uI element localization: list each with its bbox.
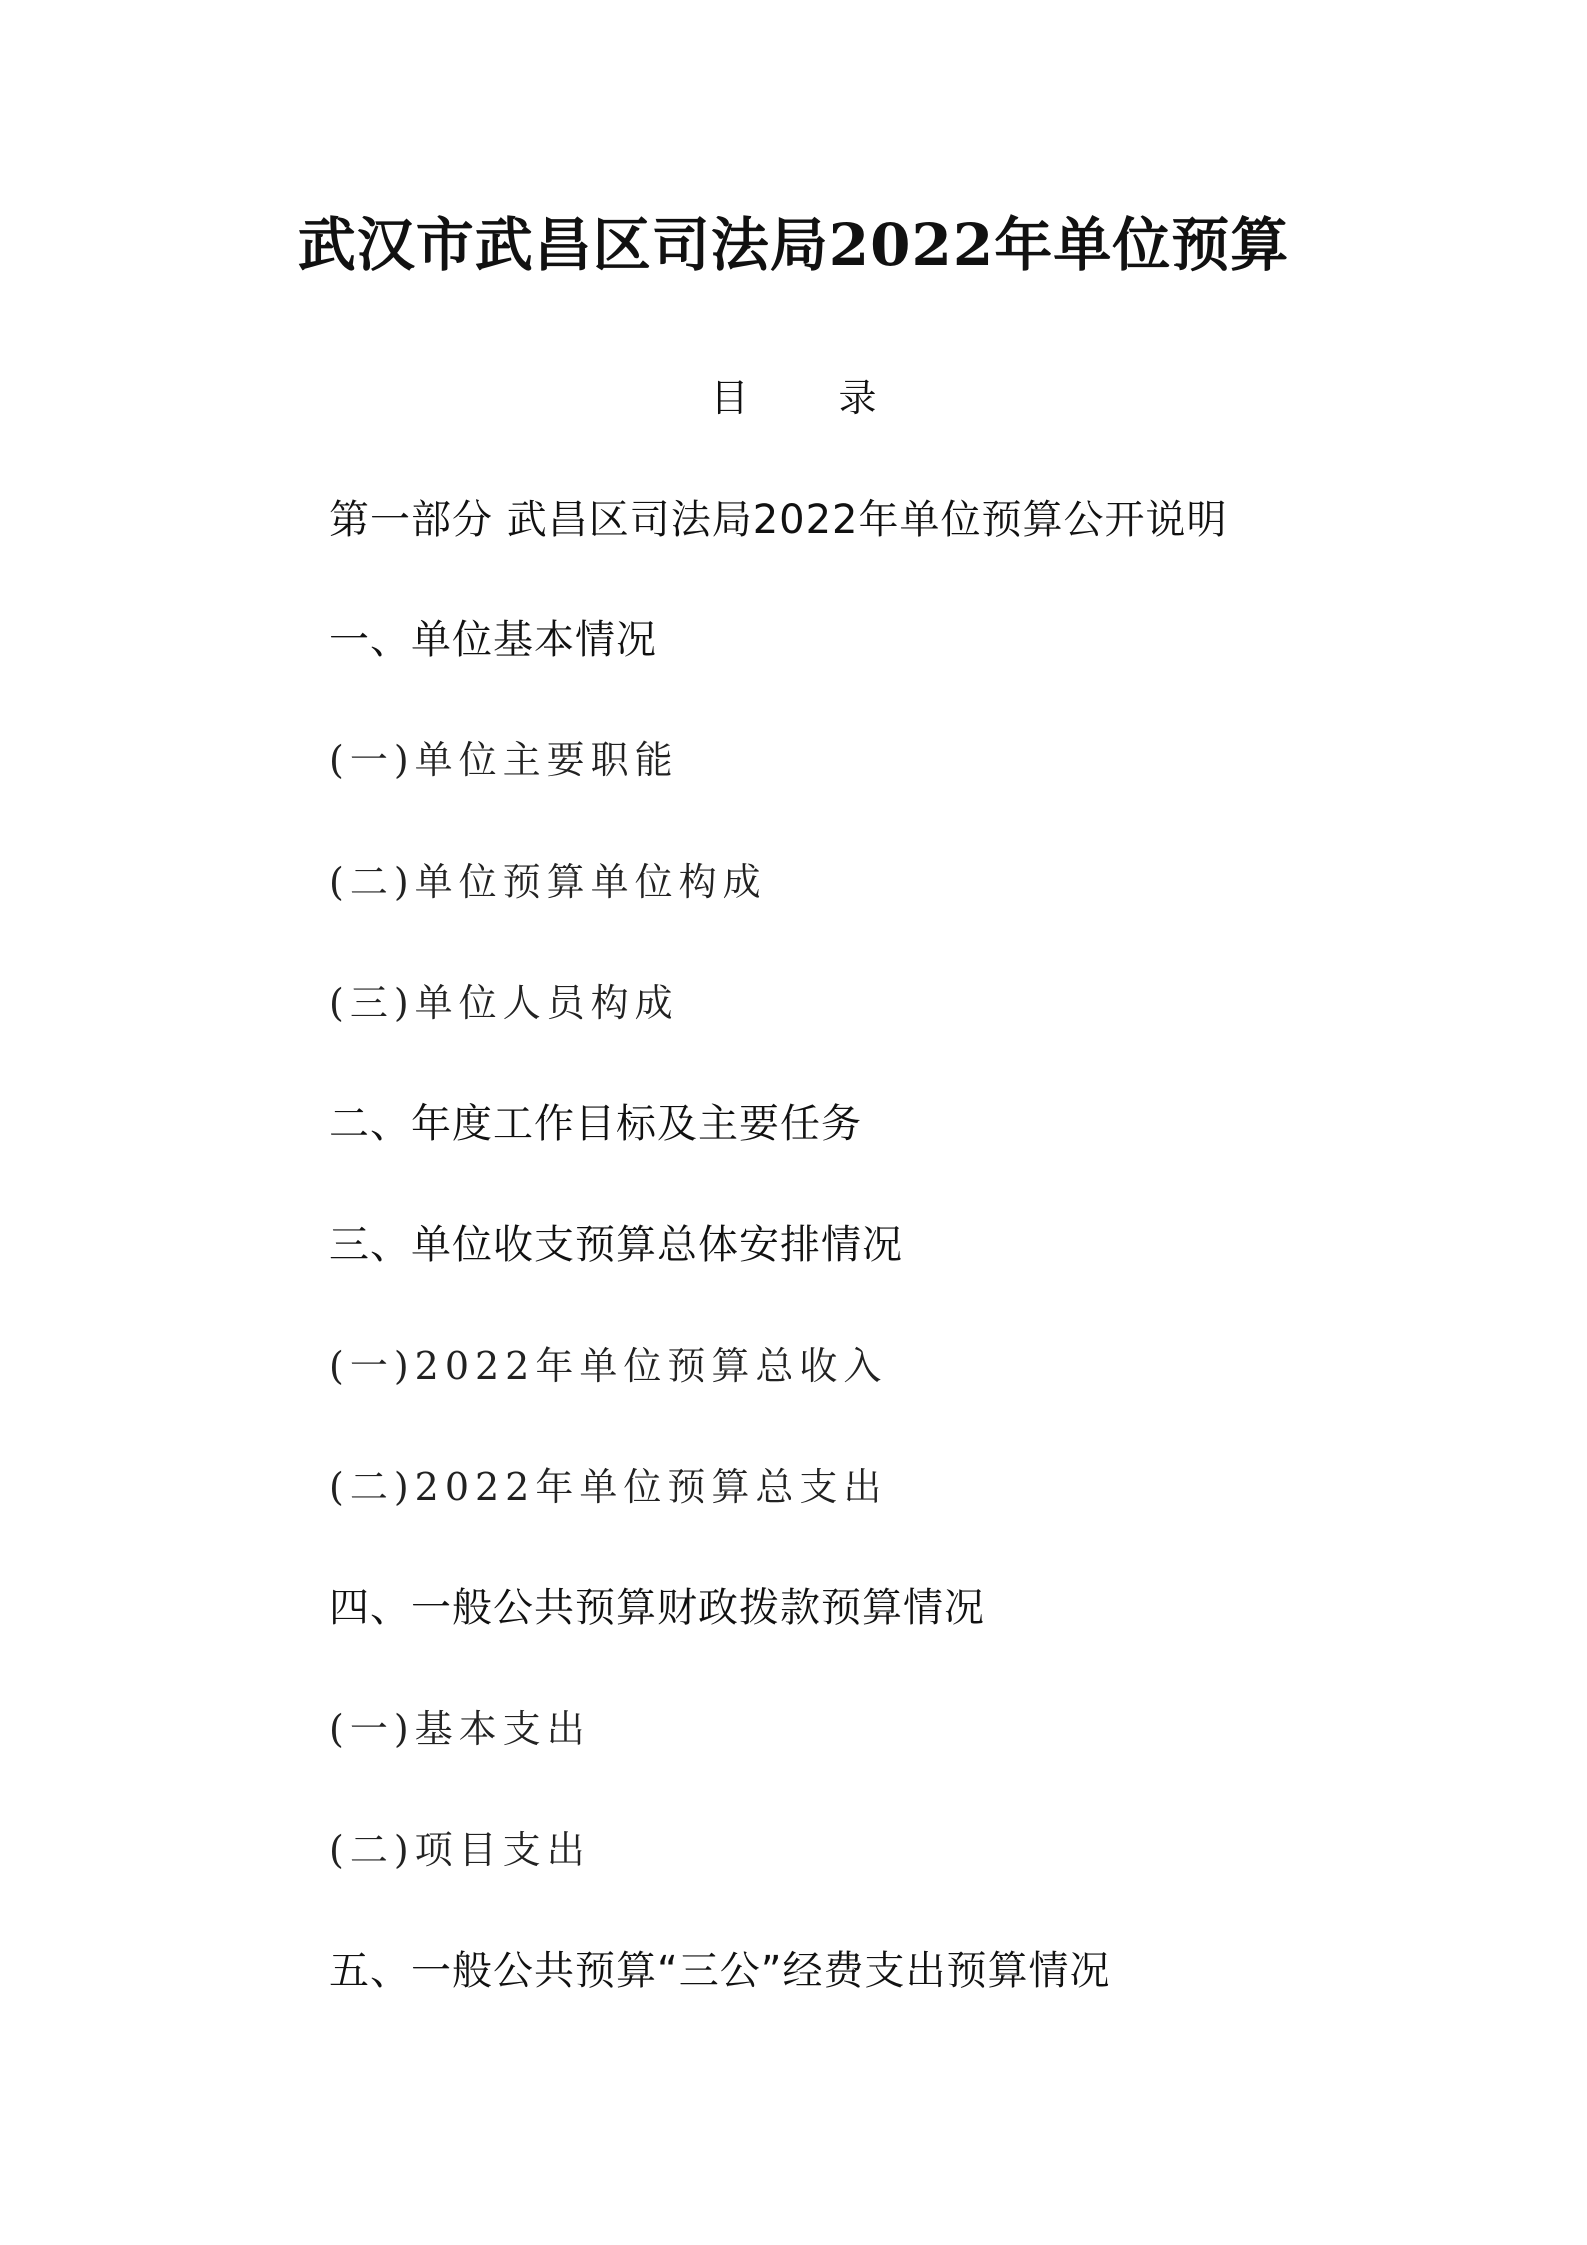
toc-item-subsection-4-1[interactable]: (一)基本支出 (329, 1707, 591, 1751)
toc-heading (0, 368, 1587, 428)
document-title: 武汉市武昌区司法局2022年单位预算 (297, 211, 1290, 279)
toc-part-1[interactable]: 第一部分 武昌区司法局2022年单位预算公开说明 (329, 497, 1228, 543)
toc-item-section-5[interactable]: 五、一般公共预算“三公”经费支出预算情况 (329, 1948, 1111, 1994)
toc-item-subsection-3-2[interactable]: (二)2022年单位预算总支出 (329, 1465, 888, 1509)
toc-item-subsection-1-3[interactable]: (三)单位人员构成 (329, 981, 679, 1025)
toc-item-subsection-1-1[interactable]: (一)单位主要职能 (329, 738, 679, 782)
toc-item-subsection-3-1[interactable]: (一)2022年单位预算总收入 (329, 1344, 888, 1388)
toc-item-section-4[interactable]: 四、一般公共预算财政拨款预算情况 (329, 1585, 985, 1631)
toc-item-subsection-4-2[interactable]: (二)项目支出 (329, 1828, 591, 1872)
toc-heading-char-1: 目 (710, 376, 749, 420)
toc-item-section-3[interactable]: 三、单位收支预算总体安排情况 (329, 1222, 903, 1268)
toc-item-section-2[interactable]: 二、年度工作目标及主要任务 (329, 1101, 862, 1147)
toc-item-subsection-1-2[interactable]: (二)单位预算单位构成 (329, 860, 767, 904)
toc-heading-char-2: 录 (838, 376, 877, 420)
toc-item-section-1[interactable]: 一、单位基本情况 (329, 617, 657, 663)
